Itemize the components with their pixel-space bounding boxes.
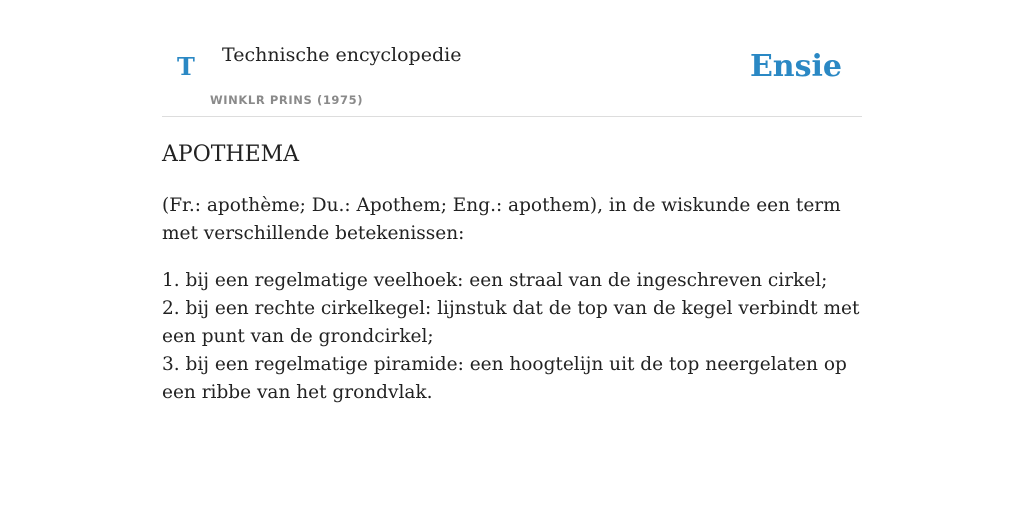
definition-item: 3. bij een regelmatige piramide: een hoogtelijn uit de top neergelaten op een ribbe van het grondvlak. — [162, 354, 847, 403]
definition-item: 1. bij een regelmatige veelhoek: een straal van de ingeschreven cirkel; — [162, 270, 828, 291]
brand-logo[interactable]: Ensie — [749, 49, 842, 84]
page-container — [162, 0, 862, 403]
article-intro: (Fr.: apothème; Du.: Apothem; Eng.: apothem), in de wiskunde een term met verschillende betekenissen: — [162, 195, 841, 244]
article-body — [162, 192, 862, 407]
source-label: WINKLR PRINS (1975) — [210, 93, 364, 107]
definition-list — [162, 267, 862, 407]
book-title[interactable]: Technische encyclopedie — [222, 44, 462, 66]
article-title: APOTHEMA — [162, 142, 300, 167]
book-logo[interactable]: T — [177, 52, 195, 81]
definition-item: 2. bij een rechte cirkelkegel: lijnstuk dat de top van de kegel verbindt met een punt van de grondcirkel; — [162, 298, 860, 347]
header — [162, 0, 862, 117]
